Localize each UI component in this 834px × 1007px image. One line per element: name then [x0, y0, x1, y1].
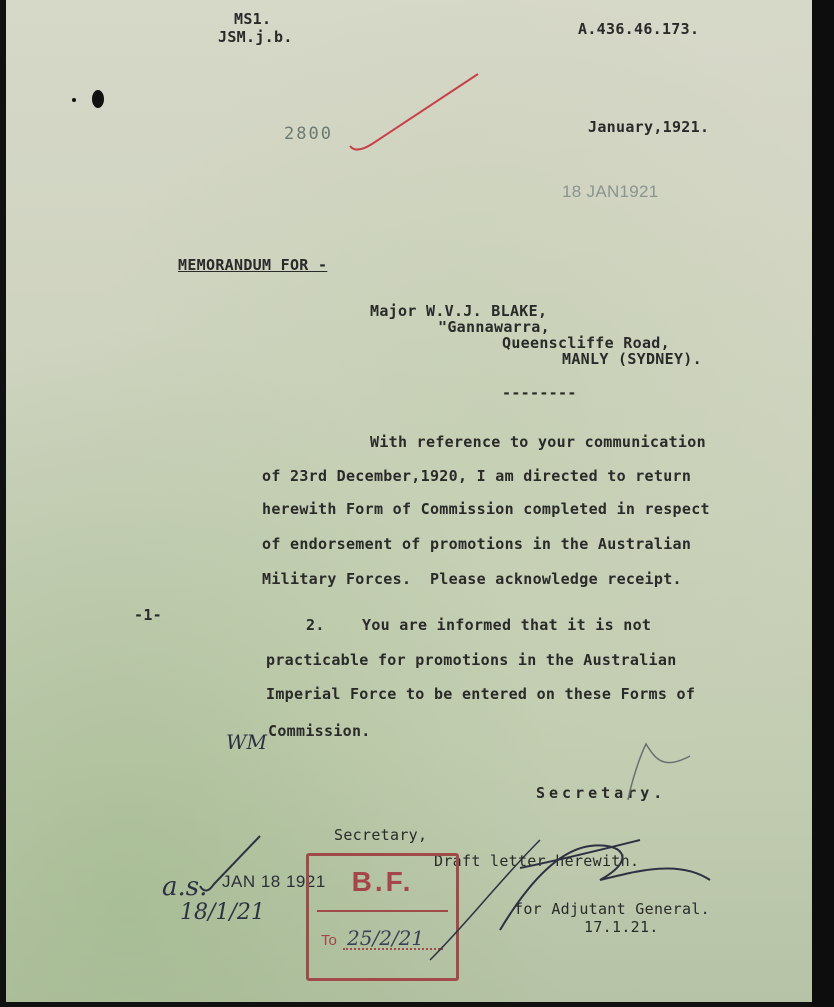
stamp-label: B.F. — [351, 866, 414, 897]
separator: -------- — [502, 384, 577, 402]
adjutant-date: 17.1.21. — [584, 918, 659, 936]
signature-stroke — [430, 840, 540, 960]
addressee-line: "Gannawarra, — [438, 318, 550, 336]
draft-note: Draft letter herewith. — [434, 852, 640, 870]
addressed-to: Secretary, — [334, 826, 428, 844]
ref-code: MS1. — [234, 10, 272, 28]
scan-edge — [812, 0, 834, 1007]
initials-stroke — [628, 744, 690, 800]
handwritten-date: 18/1/21 — [180, 900, 265, 925]
margin-number: -1- — [134, 606, 162, 624]
addressee-line: Queenscliffe Road, — [502, 334, 670, 352]
margin-initials: WM — [226, 730, 268, 754]
signature-stroke — [500, 840, 710, 930]
paragraph-line: Military Forces. Please acknowledge receipt. — [262, 570, 682, 588]
addressee-line: Major W.V.J. BLAKE, — [370, 302, 548, 320]
letter-date: January,1921. — [588, 118, 710, 136]
signoff: Secretary. — [536, 784, 667, 802]
addressee-line: MANLY (SYDNEY). — [562, 350, 702, 368]
stamp-to-date: 25/2/21 — [347, 926, 425, 950]
paragraph-line: Imperial Force to be entered on these Forms of — [266, 685, 696, 703]
date-stamp: JAN 18 1921 — [222, 872, 326, 891]
received-stamp: 18 JAN1921 — [562, 182, 659, 201]
red-check-mark — [350, 74, 478, 150]
handwritten-initials: a.s. — [162, 872, 208, 902]
paragraph-line: of 23rd December,1920, I am directed to return — [262, 467, 692, 485]
adjutant-line: for Adjutant General. — [514, 900, 710, 918]
paragraph-line: practicable for promotions in the Australian — [266, 651, 677, 669]
typist-initials: JSM.j.b. — [218, 28, 293, 46]
file-number: A.436.46.173. — [578, 20, 700, 38]
paragraph-line: 2. You are informed that it is not — [306, 616, 652, 634]
paragraph-line: With reference to your communication — [370, 433, 706, 451]
paragraph-line: herewith Form of Commission completed in respect — [262, 500, 710, 518]
registry-number: 2800 — [284, 124, 333, 144]
paragraph-line: Commission. — [268, 722, 371, 740]
date-stamp-check-mark — [200, 836, 260, 891]
stamp-to-label: To — [321, 932, 337, 949]
memo-heading: MEMORANDUM FOR - — [178, 256, 328, 274]
paragraph-line: of endorsement of promotions in the Australian — [262, 535, 692, 553]
